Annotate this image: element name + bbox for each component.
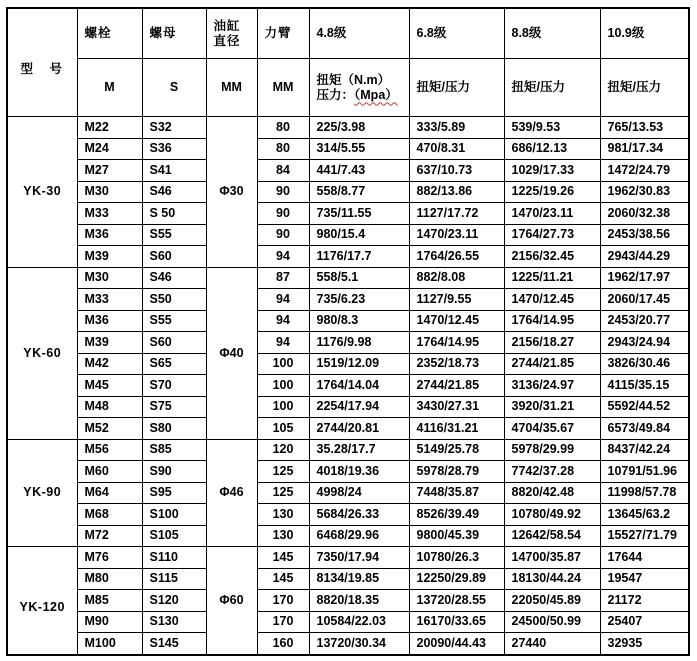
cell-bolt: M85 — [77, 590, 142, 612]
table-row — [7, 525, 689, 547]
cell-nut: S105 — [142, 525, 206, 547]
table-row — [7, 568, 689, 590]
cell-grade-10-9: 17644 — [600, 547, 689, 569]
cell-arm: 100 — [257, 375, 309, 397]
cell-grade-10-9: 15527/71.79 — [600, 525, 689, 547]
cell-grade-10-9: 25407 — [600, 611, 689, 633]
table-row — [7, 547, 689, 569]
cell-grade-8-8: 3136/24.97 — [504, 375, 600, 397]
pressure-unit-label — [317, 88, 409, 103]
cell-grade-10-9: 765/13.53 — [600, 117, 689, 139]
cell-grade-4-8: 980/15.4 — [309, 224, 409, 246]
cell-nut: S46 — [142, 181, 206, 203]
table-row — [7, 332, 689, 354]
cell-nut: S75 — [142, 396, 206, 418]
cell-nut: S95 — [142, 482, 206, 504]
cell-grade-4-8: 8134/19.85 — [309, 568, 409, 590]
header-nut: 螺母 — [142, 8, 206, 59]
cell-grade-4-8: 4998/24 — [309, 482, 409, 504]
torque-unit-label: 扭矩（N.m） — [316, 72, 391, 87]
cell-grade-8-8: 14700/35.87 — [504, 547, 600, 569]
header-bolt-unit: M — [77, 59, 142, 117]
cell-cylinder: Φ46 — [206, 439, 257, 547]
cell-grade-4-8: 225/3.98 — [309, 117, 409, 139]
cell-arm: 84 — [257, 160, 309, 182]
cell-grade-6-8: 1470/12.45 — [409, 310, 504, 332]
table-row — [7, 439, 689, 461]
cell-grade-10-9: 2943/44.29 — [600, 246, 689, 268]
cell-arm: 94 — [257, 310, 309, 332]
cell-bolt: M33 — [77, 289, 142, 311]
cell-bolt: M22 — [77, 117, 142, 139]
cell-bolt: M64 — [77, 482, 142, 504]
cell-arm: 145 — [257, 547, 309, 569]
cell-grade-8-8: 1764/14.95 — [504, 310, 600, 332]
cell-grade-6-8: 333/5.89 — [409, 117, 504, 139]
cell-arm: 120 — [257, 439, 309, 461]
cell-nut: S32 — [142, 117, 206, 139]
cell-bolt: M76 — [77, 547, 142, 569]
header-grade-8-8-unit: 扭矩/压力 — [504, 59, 600, 117]
cell-grade-4-8: 4018/19.36 — [309, 461, 409, 483]
table-row — [7, 203, 689, 225]
cell-grade-6-8: 2744/21.85 — [409, 375, 504, 397]
table-row — [7, 611, 689, 633]
cell-grade-6-8: 1764/26.55 — [409, 246, 504, 268]
header-bolt: 螺栓 — [77, 8, 142, 59]
cell-cylinder: Φ30 — [206, 117, 257, 268]
cell-grade-10-9: 2060/17.45 — [600, 289, 689, 311]
cell-nut: S55 — [142, 310, 206, 332]
cell-nut: S70 — [142, 375, 206, 397]
table-row — [7, 353, 689, 375]
table-header — [7, 8, 689, 117]
cell-nut: S50 — [142, 289, 206, 311]
cell-grade-10-9: 1962/17.97 — [600, 267, 689, 289]
cell-grade-4-8: 2254/17.94 — [309, 396, 409, 418]
cell-model: YK-60 — [7, 267, 77, 439]
cell-nut: S46 — [142, 267, 206, 289]
cell-bolt: M68 — [77, 504, 142, 526]
cell-grade-10-9: 32935 — [600, 633, 689, 655]
cell-arm: 94 — [257, 289, 309, 311]
cell-arm: 94 — [257, 246, 309, 268]
header-grade-6-8-unit: 扭矩/压力 — [409, 59, 504, 117]
cell-arm: 100 — [257, 396, 309, 418]
cell-grade-4-8: 1519/12.09 — [309, 353, 409, 375]
cell-arm: 80 — [257, 138, 309, 160]
cell-grade-4-8: 13720/30.34 — [309, 633, 409, 655]
cell-grade-4-8: 1764/14.04 — [309, 375, 409, 397]
cell-grade-4-8: 2744/20.81 — [309, 418, 409, 440]
table-row — [7, 160, 689, 182]
cell-grade-10-9: 981/17.34 — [600, 138, 689, 160]
pressure-unit-prefix: 压力： — [316, 87, 355, 102]
table-body — [7, 117, 689, 655]
cell-grade-4-8: 7350/17.94 — [309, 547, 409, 569]
cell-bolt: M60 — [77, 461, 142, 483]
cell-arm: 90 — [257, 181, 309, 203]
cell-model: YK-30 — [7, 117, 77, 268]
cell-grade-6-8: 2352/18.73 — [409, 353, 504, 375]
cell-arm: 130 — [257, 525, 309, 547]
cell-grade-6-8: 470/8.31 — [409, 138, 504, 160]
cell-bolt: M36 — [77, 310, 142, 332]
cell-grade-10-9: 2453/38.56 — [600, 224, 689, 246]
cell-grade-4-8: 441/7.43 — [309, 160, 409, 182]
cell-bolt: M30 — [77, 181, 142, 203]
cell-nut: S41 — [142, 160, 206, 182]
table-row — [7, 396, 689, 418]
cell-arm: 170 — [257, 590, 309, 612]
cell-bolt: M52 — [77, 418, 142, 440]
cell-grade-4-8: 1176/17.7 — [309, 246, 409, 268]
cell-grade-8-8: 27440 — [504, 633, 600, 655]
header-grade-6-8: 6.8级 — [409, 8, 504, 59]
cell-nut: S115 — [142, 568, 206, 590]
cell-grade-8-8: 1470/12.45 — [504, 289, 600, 311]
cell-grade-8-8: 3920/31.21 — [504, 396, 600, 418]
header-cylinder-line1: 油缸 — [213, 18, 241, 33]
table-row — [7, 504, 689, 526]
cell-grade-10-9: 19547 — [600, 568, 689, 590]
cell-grade-4-8: 6468/29.96 — [309, 525, 409, 547]
cell-arm: 87 — [257, 267, 309, 289]
pressure-unit-mpa: （Mpa） — [354, 87, 398, 102]
cell-grade-6-8: 1764/14.95 — [409, 332, 504, 354]
cell-grade-6-8: 5978/28.79 — [409, 461, 504, 483]
cell-nut: S110 — [142, 547, 206, 569]
cell-grade-10-9: 5592/44.52 — [600, 396, 689, 418]
cell-grade-4-8: 8820/18.35 — [309, 590, 409, 612]
cell-nut: S65 — [142, 353, 206, 375]
cell-bolt: M48 — [77, 396, 142, 418]
cell-grade-8-8: 686/12.13 — [504, 138, 600, 160]
cell-grade-10-9: 3826/30.46 — [600, 353, 689, 375]
cell-grade-8-8: 2156/18.27 — [504, 332, 600, 354]
cell-grade-8-8: 2744/21.85 — [504, 353, 600, 375]
cell-nut: S90 — [142, 461, 206, 483]
cell-bolt: M90 — [77, 611, 142, 633]
cell-arm: 145 — [257, 568, 309, 590]
cell-grade-8-8: 12642/58.54 — [504, 525, 600, 547]
cell-bolt: M30 — [77, 267, 142, 289]
cell-grade-4-8: 980/8.3 — [309, 310, 409, 332]
cell-bolt: M33 — [77, 203, 142, 225]
cell-grade-8-8: 10780/49.92 — [504, 504, 600, 526]
cell-grade-4-8: 314/5.55 — [309, 138, 409, 160]
cell-bolt: M100 — [77, 633, 142, 655]
cell-grade-8-8: 1029/17.33 — [504, 160, 600, 182]
cell-grade-6-8: 5149/25.78 — [409, 439, 504, 461]
cell-bolt: M39 — [77, 332, 142, 354]
table-row — [7, 590, 689, 612]
cell-cylinder: Φ60 — [206, 547, 257, 655]
cell-grade-4-8: 1176/9.98 — [309, 332, 409, 354]
cell-grade-8-8: 18130/44.24 — [504, 568, 600, 590]
cell-arm: 90 — [257, 203, 309, 225]
cell-arm: 160 — [257, 633, 309, 655]
cell-grade-4-8: 735/11.55 — [309, 203, 409, 225]
cell-grade-6-8: 1127/17.72 — [409, 203, 504, 225]
cell-grade-8-8: 539/9.53 — [504, 117, 600, 139]
cell-grade-10-9: 2060/32.38 — [600, 203, 689, 225]
cell-grade-10-9: 10791/51.96 — [600, 461, 689, 483]
cell-grade-6-8: 9800/45.39 — [409, 525, 504, 547]
cell-arm: 125 — [257, 482, 309, 504]
header-grade-10-9: 10.9级 — [600, 8, 689, 59]
cell-grade-10-9: 2453/20.77 — [600, 310, 689, 332]
cell-grade-4-8: 5684/26.33 — [309, 504, 409, 526]
cell-model: YK-90 — [7, 439, 77, 547]
cell-nut: S60 — [142, 332, 206, 354]
cell-bolt: M27 — [77, 160, 142, 182]
table-row — [7, 138, 689, 160]
cell-grade-4-8: 10584/22.03 — [309, 611, 409, 633]
cell-grade-6-8: 3430/27.31 — [409, 396, 504, 418]
cell-arm: 170 — [257, 611, 309, 633]
cell-grade-6-8: 16170/33.65 — [409, 611, 504, 633]
cell-arm: 100 — [257, 353, 309, 375]
cell-bolt: M36 — [77, 224, 142, 246]
cell-grade-8-8: 1470/23.11 — [504, 203, 600, 225]
table-row — [7, 418, 689, 440]
cell-nut: S85 — [142, 439, 206, 461]
cell-arm: 105 — [257, 418, 309, 440]
cell-nut: S36 — [142, 138, 206, 160]
cell-grade-6-8: 13720/28.55 — [409, 590, 504, 612]
cell-bolt: M56 — [77, 439, 142, 461]
cell-grade-6-8: 4116/31.21 — [409, 418, 504, 440]
cell-grade-10-9: 2943/24.94 — [600, 332, 689, 354]
table-row — [7, 289, 689, 311]
table-row — [7, 181, 689, 203]
cell-grade-6-8: 7448/35.87 — [409, 482, 504, 504]
cell-grade-8-8: 8820/42.48 — [504, 482, 600, 504]
cell-grade-10-9: 21172 — [600, 590, 689, 612]
cell-nut: S120 — [142, 590, 206, 612]
header-row-titles — [7, 8, 689, 59]
table-row — [7, 633, 689, 655]
header-cylinder-unit: MM — [206, 59, 257, 117]
cell-nut: S80 — [142, 418, 206, 440]
table-row — [7, 246, 689, 268]
cell-grade-10-9: 13645/63.2 — [600, 504, 689, 526]
cell-arm: 125 — [257, 461, 309, 483]
cell-bolt: M39 — [77, 246, 142, 268]
header-model: 型 号 — [7, 8, 77, 117]
cell-grade-6-8: 882/13.86 — [409, 181, 504, 203]
cell-model: YK-120 — [7, 547, 77, 655]
header-grade-10-9-unit: 扭矩/压力 — [600, 59, 689, 117]
cell-grade-4-8: 35.28/17.7 — [309, 439, 409, 461]
header-row-units — [7, 59, 689, 117]
cell-grade-10-9: 1472/24.79 — [600, 160, 689, 182]
cell-grade-8-8: 5978/29.99 — [504, 439, 600, 461]
cell-bolt: M24 — [77, 138, 142, 160]
cell-grade-8-8: 1764/27.73 — [504, 224, 600, 246]
cell-grade-10-9: 6573/49.84 — [600, 418, 689, 440]
cell-bolt: M80 — [77, 568, 142, 590]
cell-nut: S100 — [142, 504, 206, 526]
header-cylinder-diameter — [206, 8, 257, 59]
table-row — [7, 224, 689, 246]
header-arm-unit: MM — [257, 59, 309, 117]
cell-arm: 130 — [257, 504, 309, 526]
cell-grade-8-8: 24500/50.99 — [504, 611, 600, 633]
cell-nut: S130 — [142, 611, 206, 633]
cell-arm: 80 — [257, 117, 309, 139]
cell-grade-8-8: 7742/37.28 — [504, 461, 600, 483]
cell-grade-8-8: 2156/32.45 — [504, 246, 600, 268]
cell-grade-6-8: 12250/29.89 — [409, 568, 504, 590]
cell-arm: 94 — [257, 332, 309, 354]
spec-table — [6, 7, 690, 656]
cell-bolt: M45 — [77, 375, 142, 397]
table-row — [7, 482, 689, 504]
cell-grade-6-8: 637/10.73 — [409, 160, 504, 182]
cell-grade-4-8: 558/5.1 — [309, 267, 409, 289]
cell-grade-6-8: 882/8.08 — [409, 267, 504, 289]
cell-nut: S 50 — [142, 203, 206, 225]
cell-nut: S60 — [142, 246, 206, 268]
header-grade-8-8: 8.8级 — [504, 8, 600, 59]
header-grade-4-8: 4.8级 — [309, 8, 409, 59]
header-arm: 力臂 — [257, 8, 309, 59]
cell-grade-6-8: 1127/9.55 — [409, 289, 504, 311]
table-row — [7, 310, 689, 332]
cell-bolt: M72 — [77, 525, 142, 547]
cell-grade-10-9: 4115/35.15 — [600, 375, 689, 397]
table-row — [7, 461, 689, 483]
cell-grade-10-9: 1962/30.83 — [600, 181, 689, 203]
cell-grade-6-8: 20090/44.43 — [409, 633, 504, 655]
cell-grade-8-8: 4704/35.67 — [504, 418, 600, 440]
table-row — [7, 375, 689, 397]
header-cylinder-line2: 直径 — [213, 33, 241, 48]
header-grade-4-8-unit — [309, 59, 409, 117]
cell-grade-8-8: 1225/11.21 — [504, 267, 600, 289]
cell-nut: S55 — [142, 224, 206, 246]
cell-bolt: M42 — [77, 353, 142, 375]
cell-grade-8-8: 22050/45.89 — [504, 590, 600, 612]
table-row — [7, 117, 689, 139]
cell-grade-10-9: 11998/57.78 — [600, 482, 689, 504]
cell-arm: 90 — [257, 224, 309, 246]
cell-cylinder: Φ40 — [206, 267, 257, 439]
cell-grade-10-9: 8437/42.24 — [600, 439, 689, 461]
cell-grade-8-8: 1225/19.26 — [504, 181, 600, 203]
cell-grade-6-8: 1470/23.11 — [409, 224, 504, 246]
cell-nut: S145 — [142, 633, 206, 655]
cell-grade-6-8: 10780/26.3 — [409, 547, 504, 569]
cell-grade-4-8: 558/8.77 — [309, 181, 409, 203]
table-row — [7, 267, 689, 289]
cell-grade-6-8: 8526/39.49 — [409, 504, 504, 526]
cell-grade-4-8: 735/6.23 — [309, 289, 409, 311]
header-nut-unit: S — [142, 59, 206, 117]
